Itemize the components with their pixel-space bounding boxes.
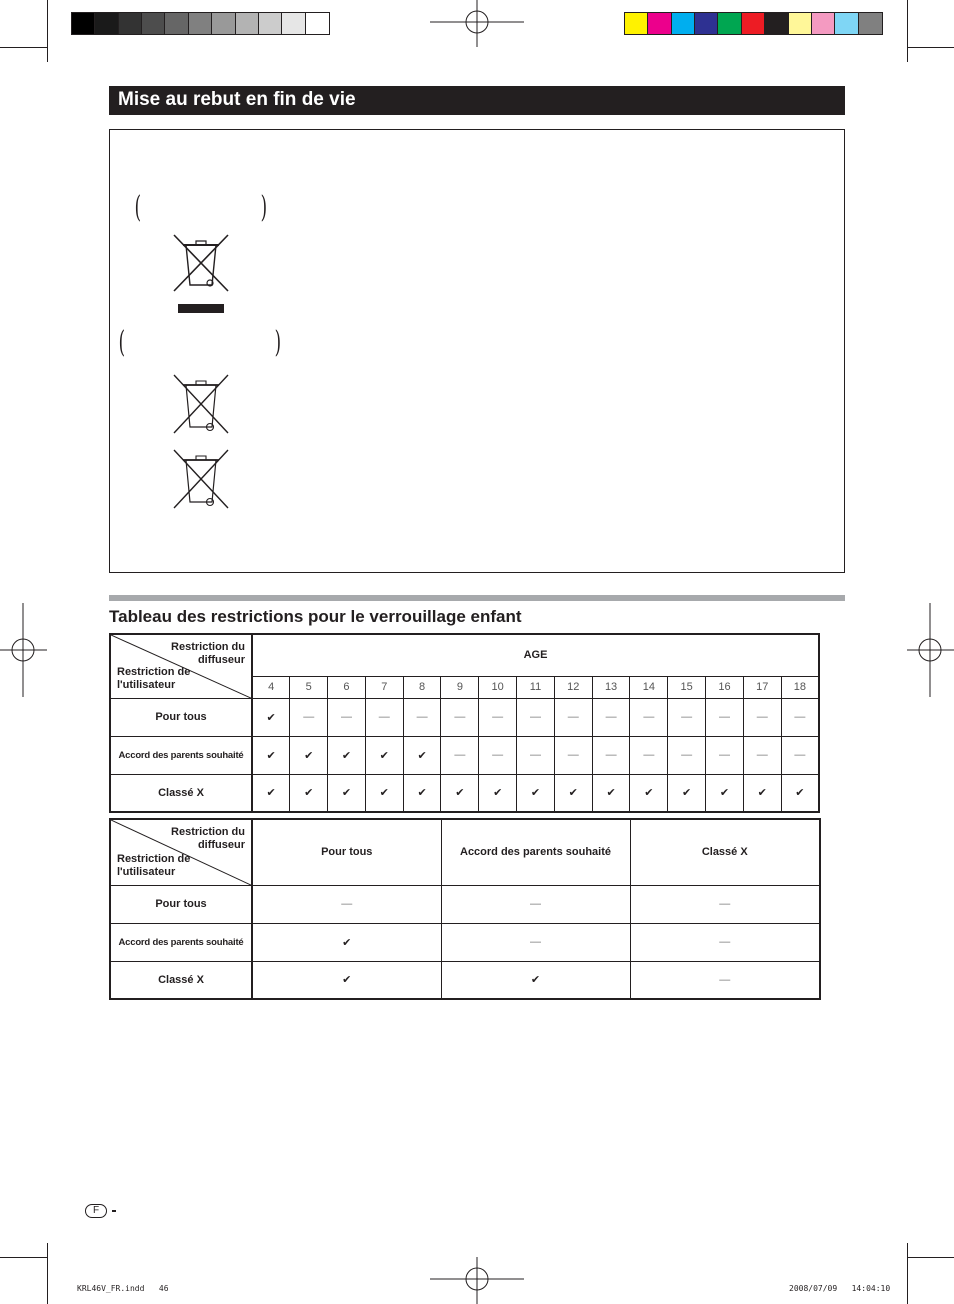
allowed-check-mark: ✔ [630, 774, 668, 812]
age-column-header: 6 [328, 676, 366, 698]
registration-mark-bottom [430, 1257, 524, 1304]
file-slug: KRL46V_FR.indd 46 [77, 1284, 169, 1293]
registration-mark-top [430, 0, 524, 47]
crossed-out-wheelie-bin-icon [172, 233, 232, 313]
page-number-dash [112, 1210, 116, 1212]
not-allowed-dash: — [781, 736, 819, 774]
not-allowed-dash: — [403, 698, 441, 736]
not-allowed-dash: — [554, 736, 592, 774]
rating-column-header: Classé X [630, 819, 820, 885]
age-header: AGE [252, 634, 819, 676]
table-row [110, 698, 819, 736]
allowed-check-mark: ✔ [554, 774, 592, 812]
color-swatch [165, 13, 188, 34]
color-swatch [95, 13, 118, 34]
color-swatch [236, 13, 259, 34]
grayscale-calibration-bar [71, 12, 330, 35]
crop-mark [907, 1257, 954, 1258]
age-column-header: 8 [403, 676, 441, 698]
table-row [110, 961, 820, 999]
user-restriction-label: Restriction de l'utilisateur [117, 665, 191, 691]
allowed-check-mark: ✔ [252, 961, 441, 999]
crossed-out-wheelie-bin-icon [172, 448, 232, 512]
color-swatch [212, 13, 235, 34]
not-allowed-dash: — [517, 736, 555, 774]
not-allowed-dash: — [630, 885, 820, 923]
not-allowed-dash: — [517, 698, 555, 736]
not-allowed-dash: — [554, 698, 592, 736]
allowed-check-mark: ✔ [252, 736, 290, 774]
table-corner-cell [110, 819, 252, 885]
age-column-header: 9 [441, 676, 479, 698]
row-label: Pour tous [110, 885, 252, 923]
registration-mark-right [907, 603, 954, 697]
row-label: Accord des parents souhaité [110, 923, 252, 961]
not-allowed-dash: — [328, 698, 366, 736]
color-swatch [812, 13, 835, 34]
color-swatch [306, 13, 329, 34]
crossed-out-wheelie-bin-icon [172, 373, 232, 437]
close-paren: ) [260, 190, 268, 225]
language-badge: F [85, 1204, 107, 1218]
allowed-check-mark: ✔ [479, 774, 517, 812]
not-allowed-dash: — [479, 698, 517, 736]
age-column-header: 7 [365, 676, 403, 698]
color-swatch [789, 13, 812, 34]
age-column-header: 4 [252, 676, 290, 698]
allowed-check-mark: ✔ [252, 774, 290, 812]
user-restriction-label: Restriction de l'utilisateur [117, 852, 191, 878]
row-label: Accord des parents souhaité [110, 736, 252, 774]
section-title: Mise au rebut en fin de vie [118, 89, 356, 110]
allowed-check-mark: ✔ [328, 774, 366, 812]
not-allowed-dash: — [592, 736, 630, 774]
table-row [110, 923, 820, 961]
crop-mark [47, 0, 48, 62]
color-swatch [142, 13, 165, 34]
not-allowed-dash: — [743, 736, 781, 774]
not-allowed-dash: — [706, 698, 744, 736]
rating-column-header: Pour tous [252, 819, 441, 885]
allowed-check-mark: ✔ [365, 736, 403, 774]
allowed-check-mark: ✔ [403, 774, 441, 812]
not-allowed-dash: — [781, 698, 819, 736]
color-swatch [625, 13, 648, 34]
not-allowed-dash: — [290, 698, 328, 736]
allowed-check-mark: ✔ [592, 774, 630, 812]
color-calibration-bar [624, 12, 883, 35]
age-column-header: 12 [554, 676, 592, 698]
section-divider [109, 595, 845, 601]
crop-mark [47, 1243, 48, 1304]
color-swatch [648, 13, 671, 34]
allowed-check-mark: ✔ [403, 736, 441, 774]
age-column-header: 17 [743, 676, 781, 698]
allowed-check-mark: ✔ [668, 774, 706, 812]
age-restriction-table [109, 633, 820, 813]
age-column-header: 11 [517, 676, 555, 698]
close-paren: ) [274, 325, 282, 360]
color-swatch [282, 13, 305, 34]
allowed-check-mark: ✔ [441, 961, 630, 999]
rating-column-header: Accord des parents souhaité [441, 819, 630, 885]
not-allowed-dash: — [441, 923, 630, 961]
row-label: Classé X [110, 961, 252, 999]
age-column-header: 18 [781, 676, 819, 698]
age-column-header: 15 [668, 676, 706, 698]
allowed-check-mark: ✔ [328, 736, 366, 774]
date-slug: 2008/07/09 14:04:10 [789, 1284, 891, 1293]
registration-mark-left [0, 603, 47, 697]
table-row [110, 885, 820, 923]
color-swatch [835, 13, 858, 34]
color-swatch [259, 13, 282, 34]
color-swatch [72, 13, 95, 34]
allowed-check-mark: ✔ [743, 774, 781, 812]
allowed-check-mark: ✔ [517, 774, 555, 812]
section-heading-bar [109, 86, 845, 115]
not-allowed-dash: — [743, 698, 781, 736]
crop-mark [907, 1243, 908, 1304]
not-allowed-dash: — [479, 736, 517, 774]
color-swatch [695, 13, 718, 34]
age-column-header: 10 [479, 676, 517, 698]
not-allowed-dash: — [630, 698, 668, 736]
not-allowed-dash: — [365, 698, 403, 736]
not-allowed-dash: — [441, 736, 479, 774]
age-column-header: 5 [290, 676, 328, 698]
not-allowed-dash: — [706, 736, 744, 774]
not-allowed-dash: — [630, 961, 820, 999]
color-swatch [672, 13, 695, 34]
age-column-header: 14 [630, 676, 668, 698]
allowed-check-mark: ✔ [706, 774, 744, 812]
color-swatch [859, 13, 882, 34]
color-swatch [765, 13, 788, 34]
color-swatch [119, 13, 142, 34]
not-allowed-dash: — [441, 698, 479, 736]
disposal-info-box [109, 129, 845, 573]
not-allowed-dash: — [252, 885, 441, 923]
broadcaster-restriction-label: Restriction du diffuseur [171, 826, 245, 851]
not-allowed-dash: — [668, 736, 706, 774]
crop-mark [907, 0, 908, 62]
allowed-check-mark: ✔ [252, 923, 441, 961]
table-row [110, 736, 819, 774]
open-paren: ( [118, 325, 126, 360]
row-label: Pour tous [110, 698, 252, 736]
allowed-check-mark: ✔ [441, 774, 479, 812]
table-section-title: Tableau des restrictions pour le verrouillage enfant [109, 607, 522, 626]
color-swatch [718, 13, 741, 34]
allowed-check-mark: ✔ [290, 774, 328, 812]
color-swatch [189, 13, 212, 34]
crop-mark [0, 47, 47, 48]
rating-restriction-table [109, 818, 821, 1000]
allowed-check-mark: ✔ [290, 736, 328, 774]
allowed-check-mark: ✔ [252, 698, 290, 736]
crop-mark [0, 1257, 47, 1258]
allowed-check-mark: ✔ [781, 774, 819, 812]
crop-mark [907, 47, 954, 48]
table-corner-cell [110, 634, 252, 698]
table-row [110, 774, 819, 812]
row-label: Classé X [110, 774, 252, 812]
not-allowed-dash: — [668, 698, 706, 736]
age-column-header: 16 [706, 676, 744, 698]
broadcaster-restriction-label: Restriction du diffuseur [171, 641, 245, 666]
open-paren: ( [134, 190, 142, 225]
not-allowed-dash: — [592, 698, 630, 736]
not-allowed-dash: — [630, 736, 668, 774]
age-column-header: 13 [592, 676, 630, 698]
color-swatch [742, 13, 765, 34]
not-allowed-dash: — [441, 885, 630, 923]
not-allowed-dash: — [630, 923, 820, 961]
allowed-check-mark: ✔ [365, 774, 403, 812]
